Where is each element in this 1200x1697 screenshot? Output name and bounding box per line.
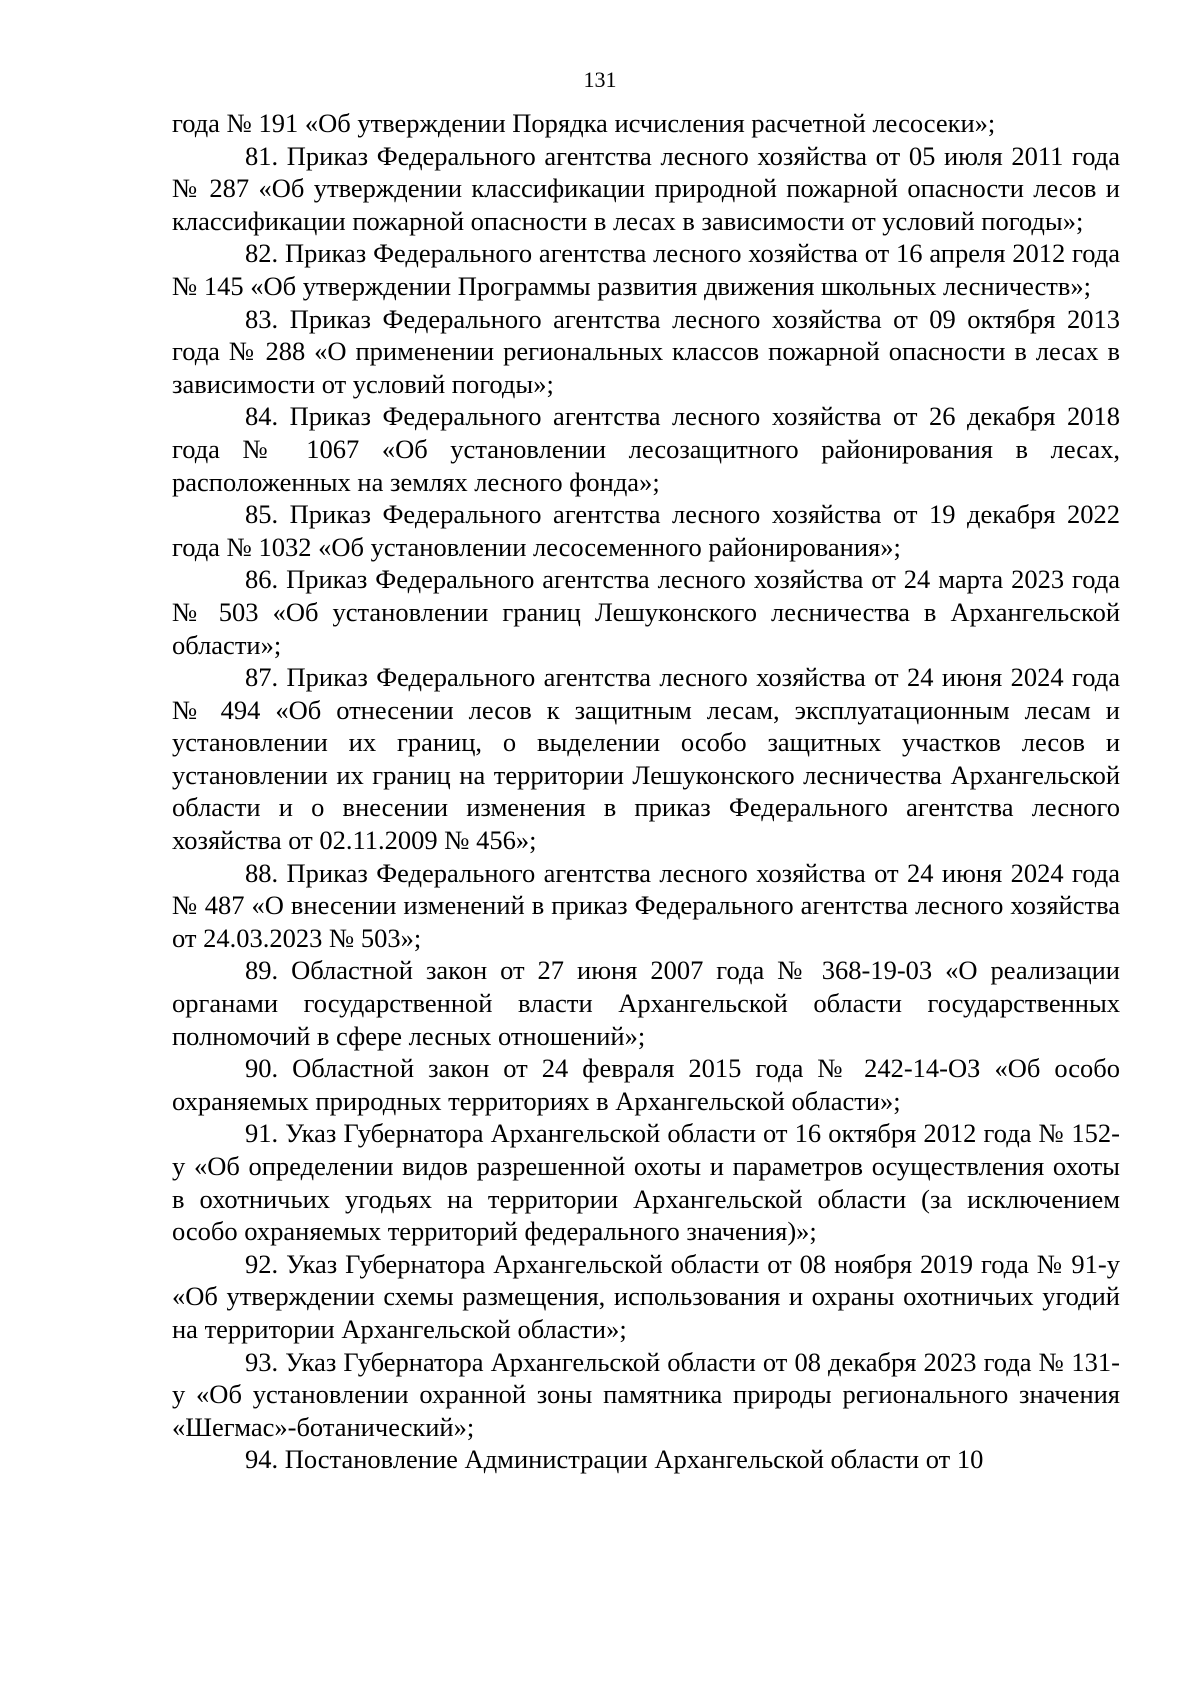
paragraph-continuation: года № 191 «Об утверждении Порядка исчисления расчетной лесосеки»; [172, 108, 996, 138]
list-item-82: 82. Приказ Федерального агентства лесного хозяйства от 16 апреля 2012 года № 145 «Об утверждении Программы развития движения школьных лесничеств»; [172, 238, 1120, 301]
list-item-90: 90. Областной закон от 24 февраля 2015 года № 242-14-ОЗ «Об особо охраняемых природных территориях в Архангельской области»; [172, 1053, 1120, 1116]
list-item-85: 85. Приказ Федерального агентства лесного хозяйства от 19 декабря 2022 года № 1032 «Об установлении лесосеменного районирования»; [172, 499, 1120, 562]
document-body [172, 107, 1120, 1476]
list-item-88: 88. Приказ Федерального агентства лесного хозяйства от 24 июня 2024 года № 487 «О внесении изменений в приказ Федерального агентства лесного хозяйства от 24.03.2023 № 503»; [172, 857, 1120, 953]
list-item-87: 87. Приказ Федерального агентства лесного хозяйства от 24 июня 2024 года № 494 «Об отнесении лесов к защитным лесам, эксплуатационным лесам и установлении их границ, о выделении особо защитных участков лесов и установлении их границ на территории Лешуконского лесничества Архангельской области и о внесении изменения в приказ Федерального агентства лесного хозяйства от 02.11.2009 № 456»; [172, 662, 1120, 856]
list-item-84: 84. Приказ Федерального агентства лесного хозяйства от 26 декабря 2018 года № 1067 «Об установлении лесозащитного районирования в лесах, расположенных на землях лесного фонда»; [172, 401, 1120, 497]
list-item-83: 83. Приказ Федерального агентства лесного хозяйства от 09 октября 2013 года № 288 «О применении региональных классов пожарной опасности в лесах в зависимости от условий погоды»; [172, 303, 1120, 399]
list-item-89: 89. Областной закон от 27 июня 2007 года № 368-19-03 «О реализации органами государственной власти Архангельской области государственных полномочий в сфере лесных отношений»; [172, 955, 1120, 1051]
list-item-92: 92. Указ Губернатора Архангельской области от 08 ноября 2019 года № 91-у «Об утверждении схемы размещения, использования и охраны охотничьих угодий на территории Архангельской области»; [172, 1248, 1120, 1344]
page-number: 131 [583, 67, 617, 92]
list-item-93: 93. Указ Губернатора Архангельской области от 08 декабря 2023 года № 131-у «Об установлении охранной зоны памятника природы регионального значения «Шегмас»-ботанический»; [172, 1346, 1120, 1442]
list-item-81: 81. Приказ Федерального агентства лесного хозяйства от 05 июля 2011 года № 287 «Об утверждении классификации природной пожарной опасности лесов и классификации пожарной опасности в лесах в зависимости от условий погоды»; [172, 140, 1120, 236]
list-item-91: 91. Указ Губернатора Архангельской области от 16 октября 2012 года № 152-у «Об определении видов разрешенной охоты и параметров осуществления охоты в охотничьих угодьях на территории Архангельской области (за исключением особо охраняемых территорий федерального значения)»; [172, 1118, 1120, 1247]
list-item-86: 86. Приказ Федерального агентства лесного хозяйства от 24 марта 2023 года № 503 «Об установлении границ Лешуконского лесничества в Архангельской области»; [172, 564, 1120, 660]
list-item-94: 94. Постановление Администрации Архангельской области от 10 [245, 1444, 984, 1475]
